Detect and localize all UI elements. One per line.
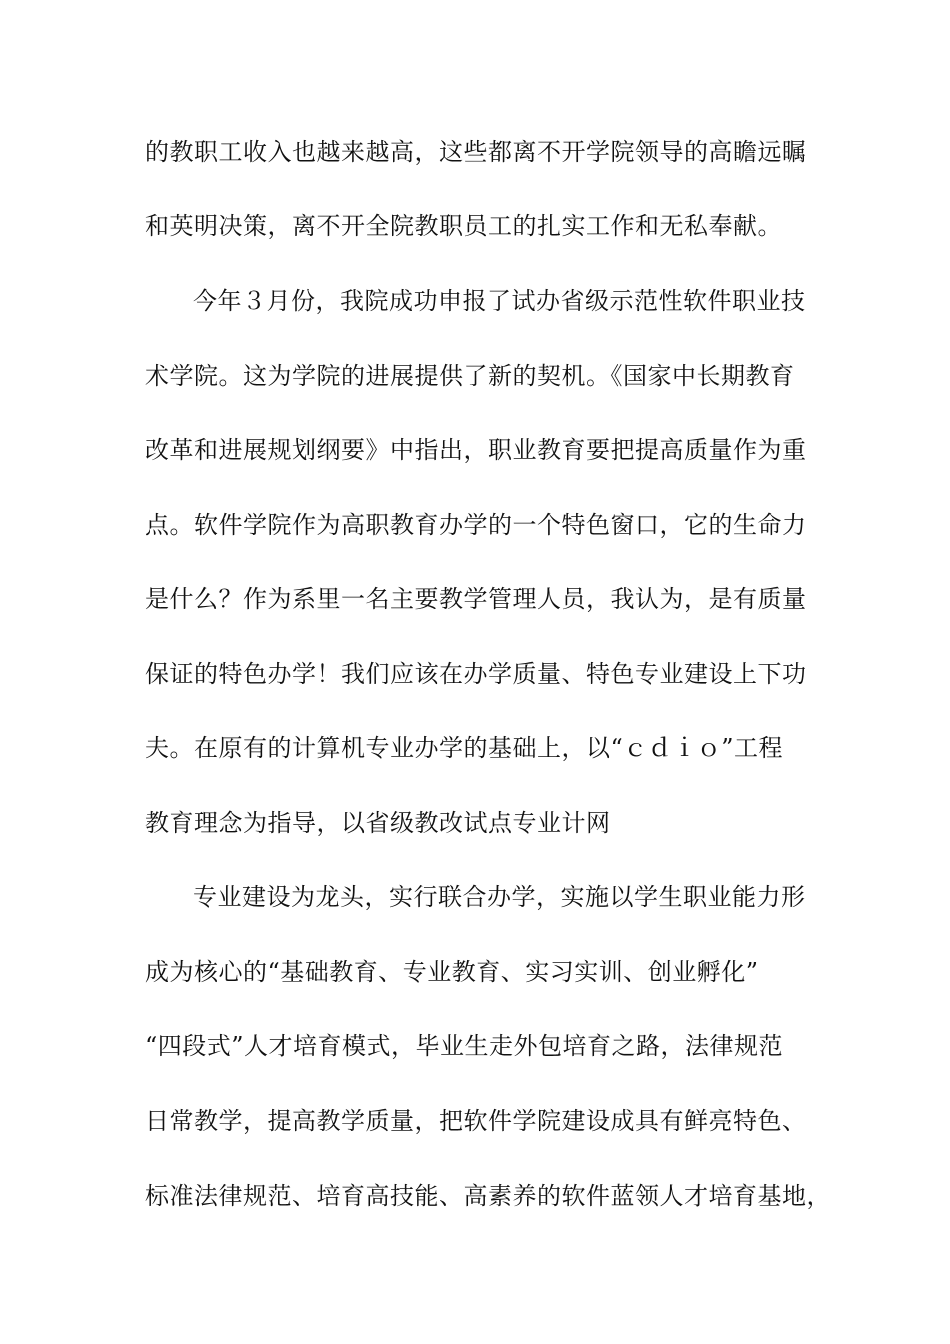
text-line-12: 成为核心的“基础教育、专业教育、实习实训、创业孵化” — [145, 958, 759, 986]
text-line-11: 专业建设为龙头，实行联合办学，实施以学生职业能力形 — [193, 883, 806, 911]
text-line-2: 和英明决策，离不开全院教职员工的扎实工作和无私奉献。 — [145, 212, 782, 240]
text-line-4: 术学院。这为学院的进展提供了新的契机。《国家中长期教育 — [145, 362, 795, 390]
text-line-15: 标准法律规范、培育高技能、高素养的软件蓝领人才培育基地， — [145, 1182, 831, 1210]
text-line-7: 是什么？作为系里一名主要教学管理人员，我认为，是有质量 — [145, 585, 807, 613]
text-line-10: 教育理念为指导，以省级教改试点专业计网 — [145, 809, 611, 837]
text-line-5: 改革和进展规划纲要》中指出，职业教育要把提高质量作为重 — [145, 436, 807, 464]
text-line-1: 的教职工收入也越来越高，这些都离不开学院领导的高瞻远瞩 — [145, 138, 807, 166]
text-line-14: 日常教学，提高教学质量，把软件学院建设成具有鲜亮特色、 — [145, 1107, 807, 1135]
text-line-8: 保证的特色办学！我们应该在办学质量、特色专业建设上下功 — [145, 660, 807, 688]
text-line-9: 夫。在原有的计算机专业办学的基础上，以“ｃｄｉｏ”工程 — [145, 734, 784, 762]
text-line-13: “四段式”人才培育模式，毕业生走外包培育之路，法律规范 — [145, 1032, 784, 1060]
text-line-3: 今年３月份，我院成功申报了试办省级示范性软件职业技 — [193, 287, 806, 315]
text-line-6: 点。软件学院作为高职教育办学的一个特色窗口，它的生命力 — [145, 511, 807, 539]
